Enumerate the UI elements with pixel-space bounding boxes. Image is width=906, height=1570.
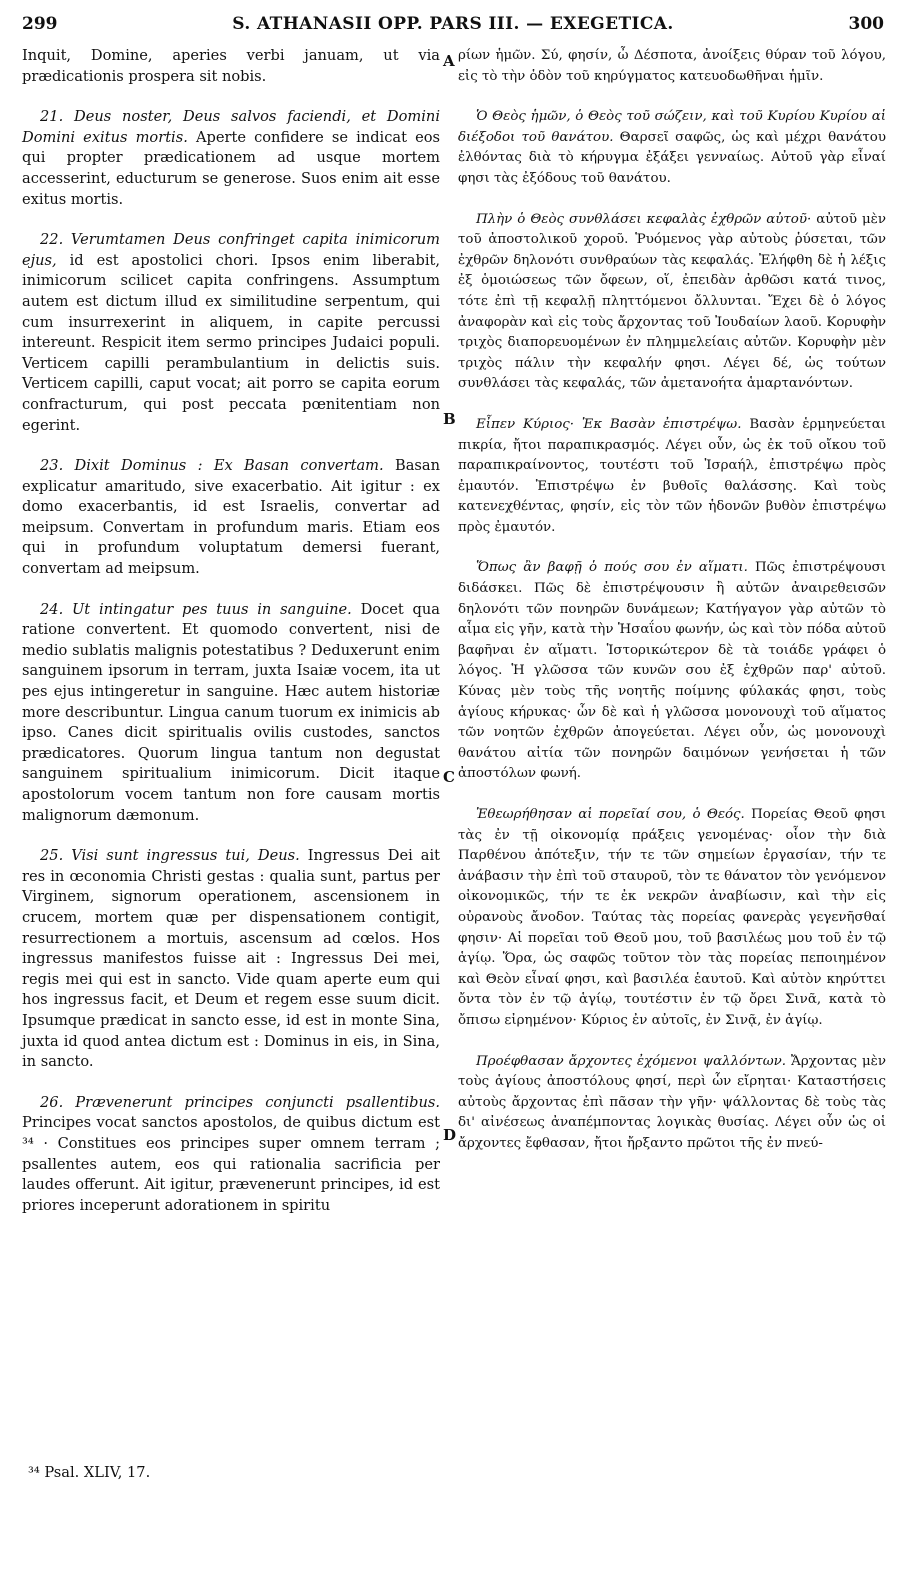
greek-paragraph: [458, 1052, 886, 1155]
latin-paragraph: [22, 46, 440, 87]
latin-text: Principes vocat sanctos apostolos, de quibus dictum est ³⁴ · Constitues eos principes super omnem terram ; psallentes autem, eos qui rationalia sacrificia per laudes offerunt. Ait igitur, prævenerunt principes, id est priores inceperunt adorationem in spiritu: [22, 1114, 440, 1214]
latin-lemma: 23. Dixit Dominus : Ex Basan convertam.: [40, 457, 384, 475]
greek-paragraph: [458, 415, 886, 539]
greek-text: ρίων ἡμῶν. Σύ, φησίν, ὦ Δέσποτα, ἀνοίξεις θύραν τοῦ λόγου, εἰς τὸ τὴν ὁδὸν τοῦ κηρύγματος κατευοδωθῆναι ἡμῖν.: [458, 48, 886, 84]
greek-lemma: Ὁ Θεὸς ἡμῶν, ὁ Θεὸς τοῦ σώζειν, καὶ τοῦ Κυρίου Κυρίου αἱ διέξοδοι τοῦ θανάτου.: [458, 109, 886, 145]
greek-text: Βασὰν ἑρμηνεύεται πικρία, ἤτοι παραπικρασμός. Λέγει οὖν, ὡς ἐκ τοῦ οἴκου τοῦ παραπικραίνοντος, τουτέστι τοῦ Ἰσραήλ, ἐπιστρέψω πρὸς ἐμαυτόν. Ἐπιστρέψω ἐν βυθοῖς θαλάσσης. Καὶ τοὺς κατενεχθέντας, φησίν, εἰς τὸν τῶν ἡδονῶν βυθὸν ἐπιστρέψω πρὸς ἐμαυτόν.: [458, 416, 886, 535]
section-marker-c: C: [443, 768, 455, 786]
greek-lemma: Ὅπως ἂν βαφῇ ὁ πούς σου ἐν αἵματι.: [476, 560, 748, 576]
section-marker-a: A: [443, 52, 455, 70]
greek-lemma: Εἶπεν Κύριος· Ἐκ Βασὰν ἐπιστρέψω.: [476, 416, 742, 432]
page-number-right: 300: [848, 14, 884, 34]
greek-text: Πῶς ἐπιστρέψουσι διδάσκει. Πῶς δὲ ἐπιστρέψουσιν ἢ αὐτῶν ἀναιρεθεισῶν δηλονότι τῶν πονηρῶν δυνάμεων; Κατήγαγον γὰρ αὐτῶν τὸ αἷμα εἰς γῆν, κατὰ τὴν Ἡσαΐου φωνήν, ὡς καὶ τὸν πόδα αὐτοῦ βαφῆναι ἐν αἵματι. Ἱστορικώτερον δὲ τὰ τοιάδε γράφει ὁ λόγος. Ἡ γλῶσσα τῶν κυνῶν σου ἐξ ἐχθρῶν παρ' αὐτοῦ. Κύνας μὲν τοὺς τῆς νοητῆς ποίμνης φύλακάς φησι, τοὺς ἁγίους κήρυκας· ὧν δὲ καὶ ἡ γλῶσσα μονονουχὶ τοῦ αἵματος τῶν νοητῶν ἐχθρῶν ἀπογεύεται. Λέγει οὖν, ὡς μονονουχὶ θανάτου αἰτία τῶν πονηρῶν δαιμόνων γενήσεται ἡ τῶν ἀποστόλων φωνή.: [458, 560, 886, 782]
footnote: ³⁴ Psal. XLIV, 17.: [28, 1464, 151, 1481]
greek-paragraph: [458, 210, 886, 395]
latin-paragraph: [22, 600, 440, 827]
latin-text: Docet qua ratione convertent. Et quomodo convertent, nisi de medio sublatis malignis potestatibus ? Deduxerunt enim sanguinem ipsorum in terram, juxta Isaiæ vocem, ita ut pes ejus intingeretur in sanguine. Hæc autem historiæ more describuntur. Lingua canum tuorum ex inimicis ab ipso. Canes dicit spiritualis ovilis custodes, sanctos prædicatores. Quorum lingua tantum non degustat sanguinem spiritualium inimicorum. Dicit itaque apostolorum vocem tantum non fore causam mortis malignorum dæmonum.: [22, 600, 440, 824]
greek-lemma: Προέφθασαν ἄρχοντες ἐχόμενοι ψαλλόντων.: [476, 1053, 787, 1069]
page-number-left: 299: [22, 14, 58, 34]
latin-paragraph: [22, 230, 440, 436]
running-title: S. ATHANASII OPP. PARS III. — EXEGETICA.: [232, 14, 674, 34]
latin-text: id est apostolici chori. Ipsos enim liberabit, inimicorum scilicet capita confringens. Assumptum autem est dictum illud ex similitudine serpentum, qui cum insurrexerint in aliquem, in capite percussi intereunt. Respicit item sermo principes Judaici populi. Verticem capilli perambulantium in delictis suis. Verticem capilli, caput vocat; ait porro se capita eorum confracturum, qui post peccata pœnitentiam non egerint.: [22, 251, 440, 434]
latin-lemma: 25. Visi sunt ingressus tui, Deus.: [40, 847, 300, 865]
greek-text: Ἄρχοντας μὲν τοὺς ἁγίους ἀποστόλους φησί, περὶ ὧν εἴρηται· Καταστήσεις αὐτοὺς ἄρχοντας ἐπὶ πᾶσαν τὴν γῆν· ψάλλοντας δὲ τοὺς τὰς δι' αἰνέσεως ἀναπέμποντας λογικὰς θυσίας. Λέγει οὖν ὡς οἱ ἄρχοντες ἔφθασαν, ἤτοι ἤρξαντο πρῶτοι τῆς ἐν πνεύ-: [458, 1053, 886, 1151]
latin-lemma: 22. Verumtamen Deus confringet capita inimicorum ejus,: [22, 231, 440, 269]
latin-lemma: 26. Prævenerunt principes conjuncti psallentibus.: [40, 1093, 440, 1111]
greek-lemma: Ἐθεωρήθησαν αἱ πορεῖαί σου, ὁ Θεός.: [476, 807, 745, 822]
latin-column: [22, 46, 440, 1216]
running-header: [22, 14, 884, 42]
greek-column: [458, 46, 886, 1155]
latin-paragraph: [22, 1093, 440, 1217]
latin-text: Ingressus Dei ait res in œconomia Christi gestas : qualia sunt, partus per Virginem, signorum operationem, ascensionem in crucem, mortem quæ per dispensationem contigit, resurrectionem a mortuis, ascensum ad cœlos. Hos ingressus manifestos fuisse ait : Ingressus Dei mei, regis mei qui est in sancto. Vide quam aperte eum qui hos ingressus facit, et Deum et regem esse suum dicit. Ipsumque prædicat in sancto esse, id est in monte Sina, juxta id quod antea dictum est : Dominus in eis, in Sina, in sancto.: [22, 847, 440, 1071]
latin-paragraph: [22, 456, 440, 580]
latin-lemma: 21. Deus noster, Deus salvos faciendi, et Domini Domini exitus mortis.: [22, 108, 440, 146]
greek-text: Θαρσεῖ σαφῶς, ὡς καὶ μέχρι θανάτου ἐλθόντας διὰ τὸ κήρυγμα ἐξάξει γενναίως. Αὐτοῦ γὰρ εἶναί φησι τὰς ἐξόδους τοῦ θανάτου.: [458, 129, 886, 186]
section-marker-d: D: [443, 1126, 457, 1144]
latin-text: Aperte confidere se indicat eos qui propter prædicationem ad usque mortem accesserint, educturum se generose. Suos enim ait esse exitus mortis.: [22, 128, 440, 208]
greek-paragraph: [458, 46, 886, 87]
greek-paragraph: [458, 805, 886, 1032]
latin-text: Inquit, Domine, aperies verbi januam, ut via prædicationis prospera sit nobis.: [22, 47, 440, 85]
latin-paragraph: [22, 846, 440, 1073]
latin-text: Basan explicatur amaritudo, sive exacerbatio. Ait igitur : ex domo exacerbantis, id est Israelis, convertar ad meipsum. Convertam in profundum maris. Etiam eos qui in profundum voluptatum demersi fuerant, convertam ad meipsum.: [22, 457, 440, 578]
section-marker-b: B: [443, 410, 456, 428]
greek-paragraph: [458, 558, 886, 785]
greek-text: Πορείας Θεοῦ φησι τὰς ἐν τῇ οἰκονομίᾳ πράξεις γενομένας· οἷον τὴν διὰ Παρθένου ἀπότεξιν, τήν τε τῶν σημείων ἐργασίαν, τήν τε ἀνάβασιν τὴν ἐπὶ τοῦ σταυροῦ, τὸν τε θάνατον τὸν γενόμενον οἰκονομικῶς, τήν τε ἐκ νεκρῶν ἀναβίωσιν, καὶ τὴν εἰς οὐρανοὺς ἄνοδον. Ταύτας τὰς πορείας φανερὰς γεγενῆσθαί φησιν· Αἱ πορεῖαι τοῦ Θεοῦ μου, τοῦ βασιλέως μου τοῦ ἐν τῷ ἁγίῳ. Ὅρα, ὡς σαφῶς τοῦτον τὸν τὰς πορείας πεποιημένον καὶ Θεὸν εἶναί φησι, καὶ βασιλέα ἑαυτοῦ. Καὶ αὐτὸν κηρύττει ὄντα τὸν ἐν τῷ ἁγίῳ, τουτέστιν ἐν τῷ ὄρει Σινᾶ, κατὰ τὸ ὄπισω εἰρημένον· Κύριος ἐν αὐτοῖς, ἐν Σινᾷ, ἐν ἁγίῳ.: [458, 807, 886, 1028]
greek-text: αὐτοῦ μὲν τοῦ ἀποστολικοῦ χοροῦ. Ῥυόμενος γὰρ αὐτοὺς ῥύσεται, τῶν ἐχθρῶν δηλονότι συνθραύων τὰς κεφαλάς. Ἐλήφθη δὲ ἡ λέξις ἐξ ὁμοιώσεως τῶν ὄφεων, οἵ, ἐπειδὰν ἀρθῶσι κατά τινος, τότε ἐπὶ τῇ κεφαλῇ πληττόμενοι ὄλλυνται. Ἔχει δὲ ὁ λόγος ἀναφορὰν καὶ εἰς τοὺς ἄρχοντας τοῦ Ἰουδαίων λαοῦ. Κορυφὴν τριχὸς διαπορευομένων ἐν πλημμελείαις αὐτῶν. Κορυφὴν μὲν τριχὸς πάλιν τὴν κεφαλήν φησι. Λέγει δέ, ὡς τούτων συνθλάσει τὰς κεφαλάς, τῶν ἀμετανοήτα ἁμαρτανόντων.: [458, 211, 886, 392]
greek-lemma: Πλὴν ὁ Θεὸς συνθλάσει κεφαλὰς ἐχθρῶν αὐτοῦ·: [476, 211, 812, 227]
greek-paragraph: [458, 107, 886, 189]
latin-lemma: 24. Ut intingatur pes tuus in sanguine.: [40, 600, 352, 618]
latin-paragraph: [22, 107, 440, 210]
